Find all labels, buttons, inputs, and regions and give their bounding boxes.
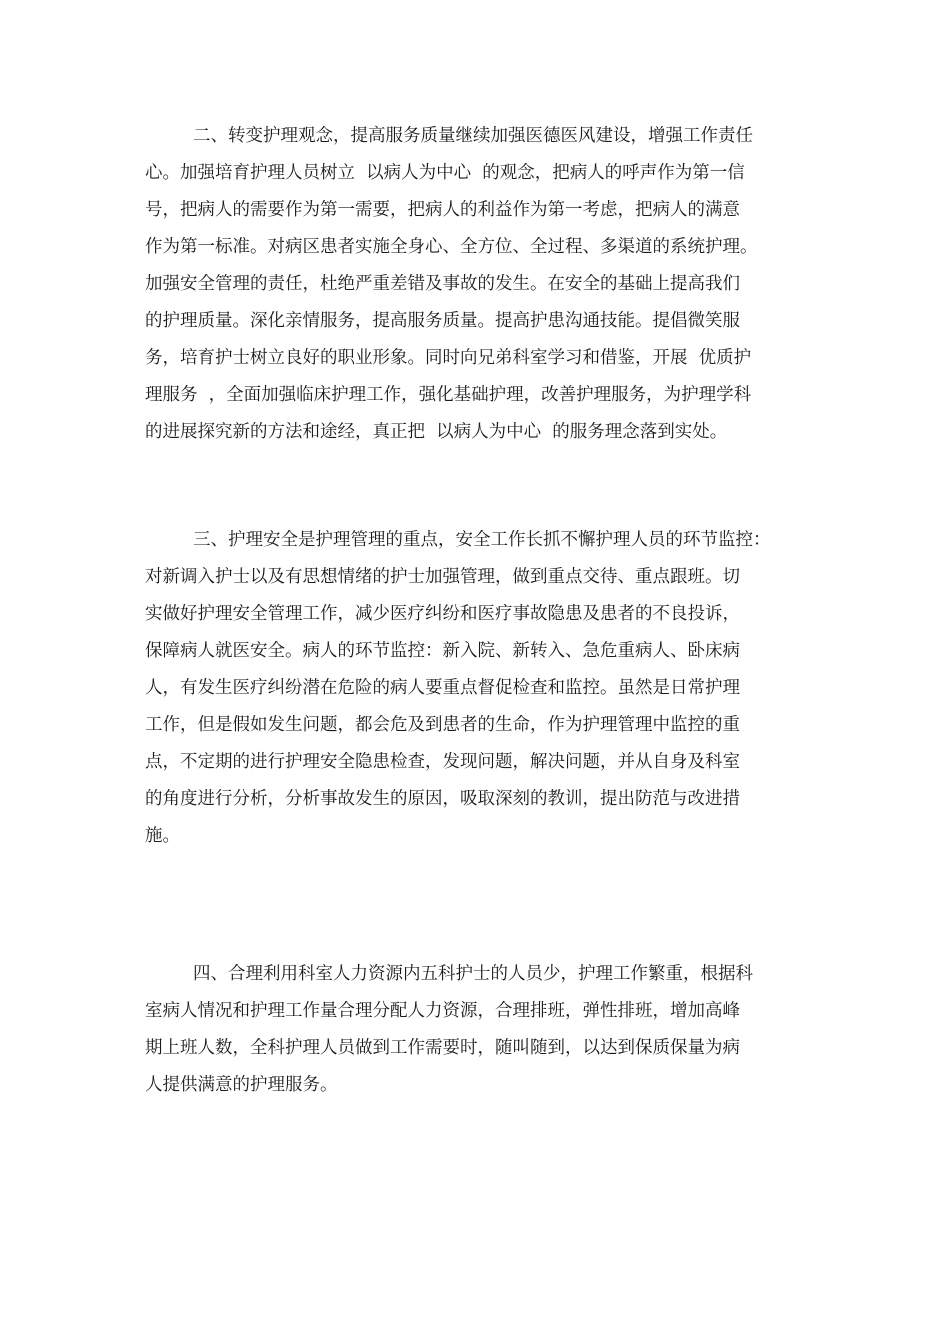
paragraph-line: 四、合理利用科室人力资源内五科护士的人员少，护理工作繁重，根据科 xyxy=(193,964,753,984)
paragraph-line: 人提供满意的护理服务。 xyxy=(145,1075,338,1095)
paragraph-line: 工作，但是假如发生问题，都会危及到患者的生命，作为护理管理中监控的重 xyxy=(145,715,740,735)
paragraph-line: 对新调入护士以及有思想情绪的护士加强管理，做到重点交待、重点跟班。切 xyxy=(145,567,740,587)
paragraph-line: 点，不定期的进行护理安全隐患检查，发现问题，解决问题，并从自身及科室 xyxy=(145,752,740,772)
paragraph-line: 实做好护理安全管理工作，减少医疗纠纷和医疗事故隐患及患者的不良投诉， xyxy=(145,604,740,624)
paragraph-line: 的角度进行分析，分析事故发生的原因，吸取深刻的教训，提出防范与改进措 xyxy=(145,789,740,809)
paragraph-human-resources xyxy=(145,956,817,1104)
paragraph-nursing-concept xyxy=(145,118,817,451)
paragraph-line: 理服务 ，全面加强临床护理工作，强化基础护理，改善护理服务，为护理学科 xyxy=(145,385,752,405)
paragraph-line: 号，把病人的需要作为第一需要，把病人的利益作为第一考虑，把病人的满意 xyxy=(145,200,740,220)
paragraph-line: 室病人情况和护理工作量合理分配人力资源，合理排班，弹性排班，增加高峰 xyxy=(145,1001,740,1021)
paragraph-line: 二、转变护理观念，提高服务质量继续加强医德医风建设，增强工作责任 xyxy=(193,126,753,146)
paragraph-line: 施。 xyxy=(145,826,180,846)
paragraph-line: 务，培育护士树立良好的职业形象。同时向兄弟科室学习和借鉴，开展 优质护 xyxy=(145,348,752,368)
paragraph-line: 的进展探究新的方法和途经，真正把 以病人为中心 的服务理念落到实处。 xyxy=(145,422,728,442)
paragraph-line: 作为第一标准。对病区患者实施全身心、全方位、全过程、多渠道的系统护理。 xyxy=(145,237,758,257)
paragraph-line: 心。加强培育护理人员树立 以病人为中心 的观念，把病人的呼声作为第一信 xyxy=(145,163,745,183)
paragraph-line: 三、护理安全是护理管理的重点，安全工作长抓不懈护理人员的环节监控： xyxy=(193,530,771,550)
paragraph-line: 加强安全管理的责任，杜绝严重差错及事故的发生。在安全的基础上提高我们 xyxy=(145,274,740,294)
paragraph-line: 期上班人数，全科护理人员做到工作需要时，随叫随到，以达到保质保量为病 xyxy=(145,1038,740,1058)
paragraph-line: 的护理质量。深化亲情服务，提高服务质量。提高护患沟通技能。提倡微笑服 xyxy=(145,311,740,331)
paragraph-line: 保障病人就医安全。病人的环节监控：新入院、新转入、急危重病人、卧床病 xyxy=(145,641,740,661)
paragraph-line: 人，有发生医疗纠纷潜在危险的病人要重点督促检查和监控。虽然是日常护理 xyxy=(145,678,740,698)
paragraph-nursing-safety xyxy=(145,522,817,855)
